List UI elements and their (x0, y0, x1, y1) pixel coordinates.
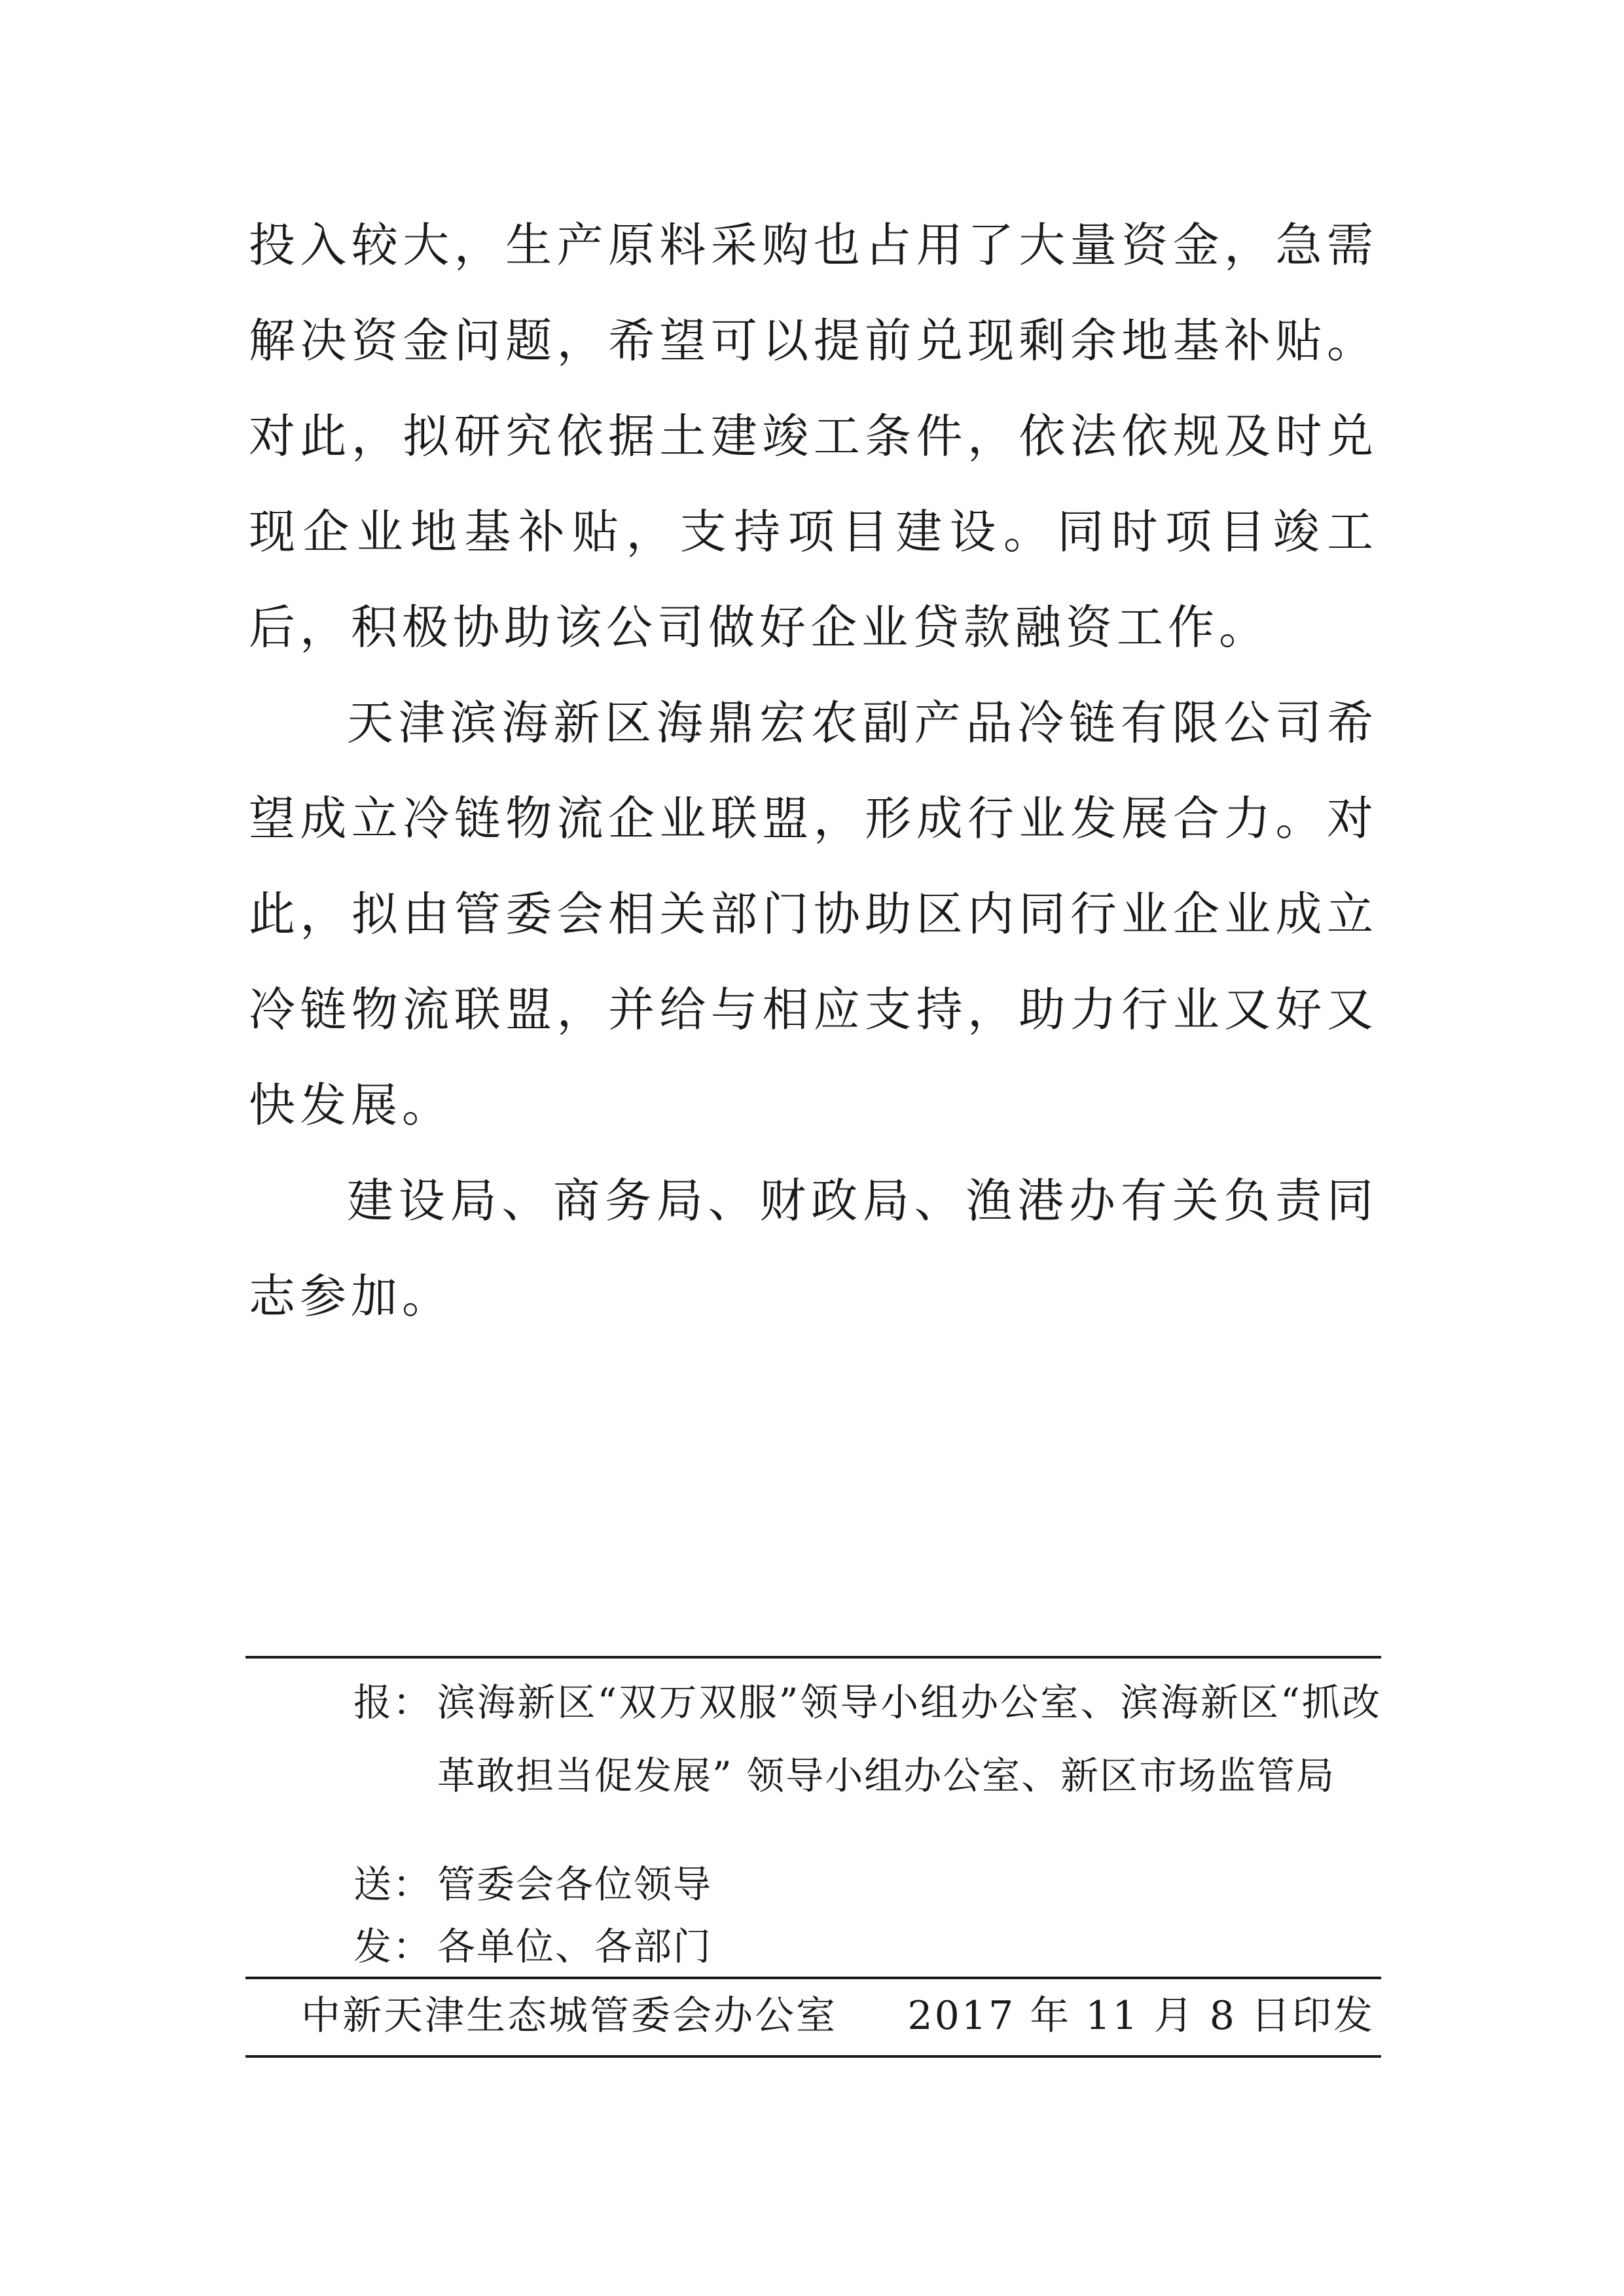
issuing-office: 中新天津生态城管委会办公室 (301, 1993, 837, 2039)
report-value: 滨海新区“双万双服”领导小组办公室、滨海新区“抓改革敢担当促发展” 领导小组办公室、新区市场监管局 (437, 1680, 1381, 1798)
middle-divider (245, 1977, 1381, 1979)
bottom-divider (245, 2055, 1381, 2058)
paragraph-funding: 投入较大，生产原料采购也占用了大量资金，急需解决资金问题，希望可以提前兑现剩余地基补贴。对此，拟研究依据土建竣工条件，依法依规及时兑现企业地基补贴，支持项目建设。同时项目竣工后，积极协助该公司做好企业贷款融资工作。 (249, 218, 1378, 655)
issue-value: 各单位、各部门 (437, 1924, 713, 1969)
top-divider (245, 1656, 1381, 1659)
distribution-issue (353, 1910, 1381, 1983)
body-text (249, 198, 1378, 1344)
issue-date: 2017 年 11 月 8 日印发 (907, 1993, 1375, 2039)
distribution-report (353, 1666, 1381, 1812)
send-label: 送： (353, 1862, 433, 1907)
issue-label: 发： (353, 1924, 433, 1969)
paragraph-attendees: 建设局、商务局、财政局、渔港办有关负责同志参加。 (249, 1174, 1378, 1323)
paragraph-cold-chain: 天津滨海新区海鼎宏农副产品冷链有限公司希望成立冷链物流企业联盟，形成行业发展合力。对此，拟由管委会相关部门协助区内同行业企业成立冷链物流联盟，并给与相应支持，助力行业又好又快发展。 (249, 696, 1378, 1132)
send-value: 管委会各位领导 (437, 1862, 713, 1907)
report-label: 报： (353, 1680, 433, 1725)
